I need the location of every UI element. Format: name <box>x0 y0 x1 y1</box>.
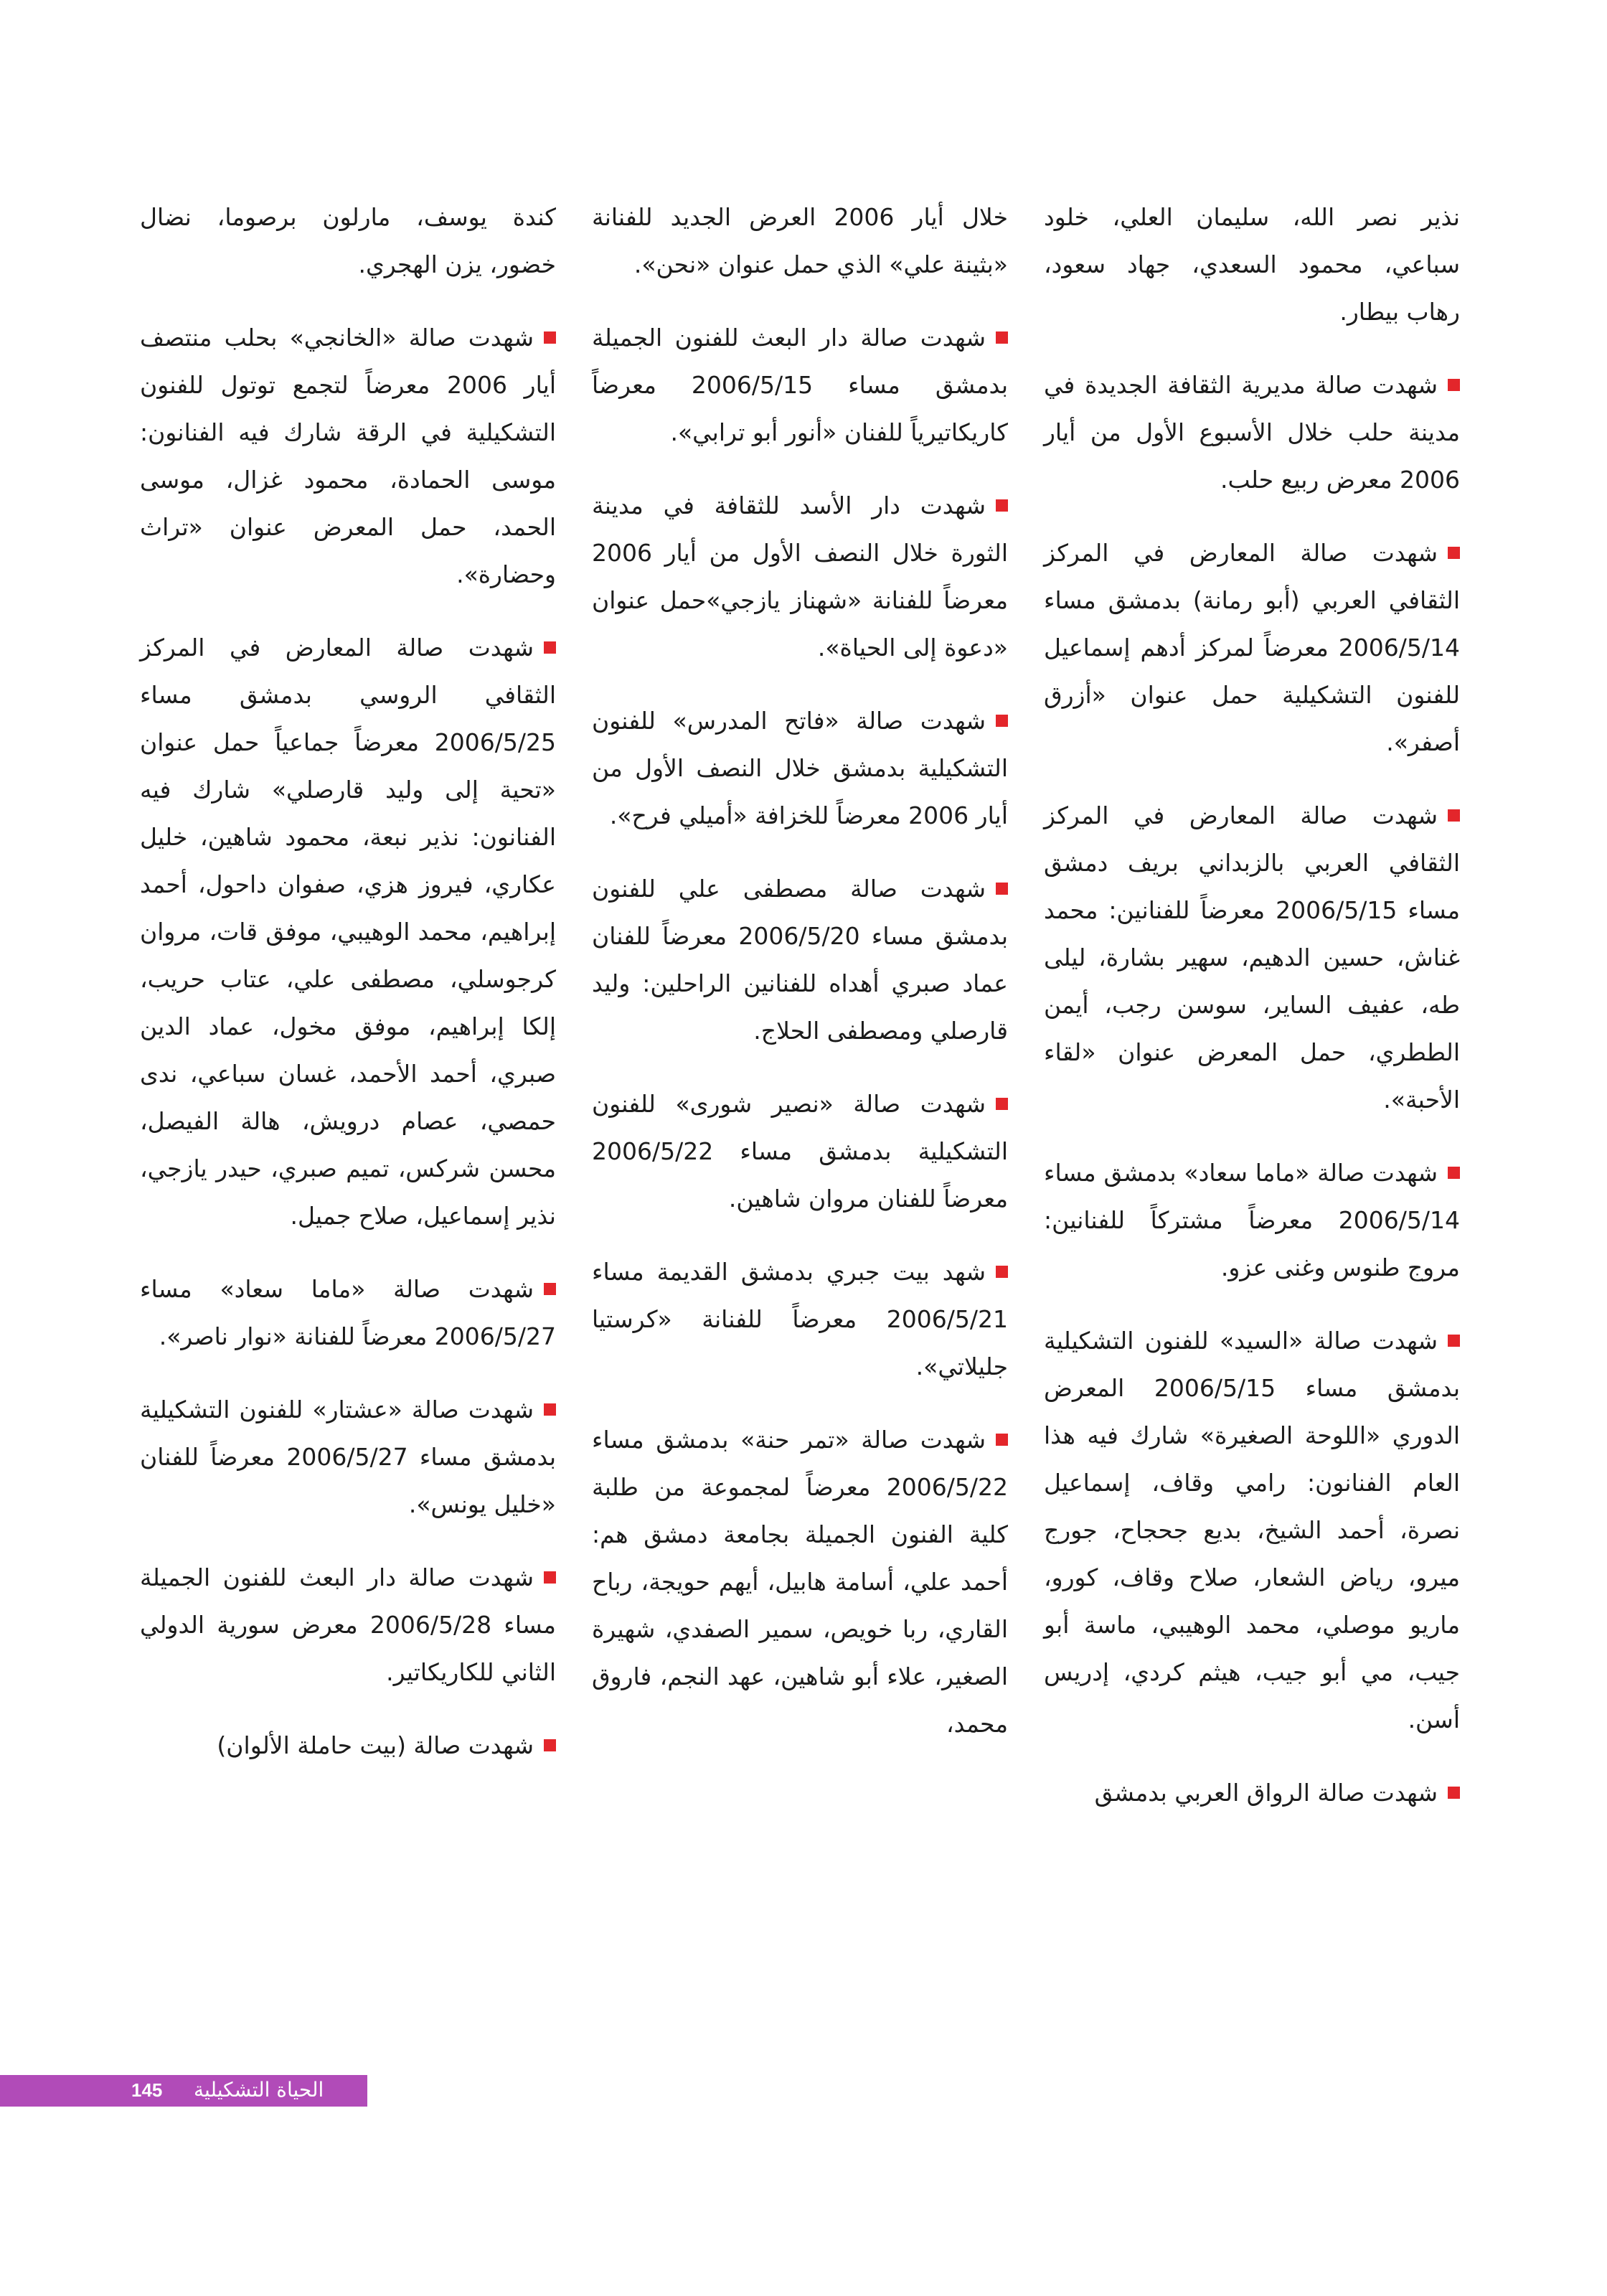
bullet-square-icon <box>1448 379 1460 391</box>
news-item: شهدت صالة المعارض في المركز الثقافي الروسي بدمشق مساء 2006/5/25 معرضاً جماعياً حمل عنوان «تحية إلى وليد قارصلي» شارك فيه الفنانون: نذير نبعة، محمود شاهين، خليل عكاري، فيروز هزي، صفوان داحول، أحمد إبراهيم، محمد الوهيبي، موفق قات، مروان كرجوسلي، مصطفى علي، عتاب حريب، إلكا إبراهيم، موفق مخول، عماد الدين صبري، أحمد الأحمد، غسان سباعي، ندى حمصي، عصام درويش، هالة الفيصل، محسن شركس، تميم صبري، حيدر يازجي، نذير إسماعيل، صلاح جميل. <box>140 634 556 1230</box>
news-item: شهدت صالة دار البعث للفنون الجميلة بدمشق مساء 2006/5/15 معرضاً كاريكاتيرياً للفنان «أنور أبو ترابي». <box>592 324 1008 446</box>
news-item: شهدت صالة «ماما سعاد» بدمشق مساء 2006/5/14 معرضاً مشتركاً للفنانين: مروج طنوس وغنى عزو. <box>1044 1159 1460 1281</box>
bullet-square-icon <box>1448 1787 1460 1799</box>
article-column-middle <box>592 194 1008 1774</box>
news-item: شهدت صالة «الخانجي» بحلب منتصف أيار 2006 معرضاً لتجمع توتول للفنون التشكيلية في الرقة شارك فيه الفنانون: موسى الحمادة، محمود غزال، موسى الحمد، حمل المعرض عنوان «تراث وحضارة». <box>140 324 556 588</box>
bullet-square-icon <box>996 1434 1008 1446</box>
bullet-square-icon <box>996 331 1008 344</box>
news-item: شهدت صالة «عشتار» للفنون التشكيلية بدمشق مساء 2006/5/27 معرضاً للفنان «خليل يونس». <box>140 1396 556 1518</box>
bullet-square-icon <box>544 1403 556 1416</box>
news-item: شهدت دار الأسد للثقافة في مدينة الثورة خلال النصف الأول من أيار 2006 معرضاً للفنانة «شهناز يازجي»حمل عنوان «دعوة إلى الحياة». <box>592 491 1008 662</box>
bullet-square-icon <box>996 1266 1008 1278</box>
paragraph-continuation: نذير نصر الله، سليمان العلي، خلود سباعي، محمود السعدي، جهاد سعود، رهاب بيطار. <box>1044 203 1460 326</box>
paragraph-continuation: كندة يوسف، مارلون برصوما، نضال خضور، يزن الهجري. <box>140 203 556 278</box>
bullet-square-icon <box>544 331 556 344</box>
bullet-square-icon <box>996 499 1008 512</box>
bullet-square-icon <box>544 641 556 654</box>
bullet-square-icon <box>1448 1335 1460 1347</box>
article-column-left <box>140 194 556 1795</box>
news-item: شهدت صالة المعارض في المركز الثقافي العربي بالزبداني بريف دمشق مساء 2006/5/15 معرضاً للفنانين: محمد غناش، حسين الدهيم، سهير بشارة، ليلى طه، عفيف الساير، سوسن رجب، أيمن الططري، حمل المعرض عنوان «لقاء الأحبة». <box>1044 801 1461 1114</box>
news-item: شهد بيت جبري بدمشق القديمة مساء 2006/5/21 معرضاً للفنانة «كرستيا جليلاتي». <box>592 1258 1008 1380</box>
news-item: شهدت صالة مصطفى علي للفنون بدمشق مساء 2006/5/20 معرضاً للفنان عماد صبري أهداه للفنانين الراحلين: وليد قارصلي ومصطفى الحلاج. <box>592 875 1008 1045</box>
bullet-square-icon <box>996 715 1008 727</box>
bullet-square-icon <box>996 883 1008 895</box>
news-item: شهدت صالة «السيد» للفنون التشكيلية بدمشق مساء 2006/5/15 المعرض الدوري «اللوحة الصغيرة» شارك فيه هذا العام الفنانون: رامي وقاف، إسماعيل نصرة، أحمد الشيخ، بديع جحجاح، جورج ميرو، رياض الشعار، صلاح وقاف، كورو، ماريو موصلي، محمد الوهيبي، ماسة أبو جيب، مي أبو جيب، هيثم كردي، إدريس أسن. <box>1044 1327 1460 1733</box>
bullet-square-icon <box>544 1739 556 1751</box>
bullet-square-icon <box>1448 809 1460 822</box>
news-item: شهدت صالة مديرية الثقافة الجديدة في مدينة حلب خلال الأسبوع الأول من أيار 2006 معرض ربيع حلب. <box>1044 371 1460 494</box>
magazine-title: الحياة التشكيلية <box>194 2078 324 2102</box>
bullet-square-icon <box>1448 547 1460 559</box>
bullet-square-icon <box>544 1283 556 1295</box>
news-item: شهدت صالة دار البعث للفنون الجميلة مساء 2006/5/28 معرض سورية الدولي الثاني للكاريكاتير. <box>140 1563 556 1686</box>
news-item: شهدت صالة (بيت حاملة الألوان) <box>140 1722 556 1769</box>
bullet-square-icon <box>544 1571 556 1584</box>
news-item: شهدت صالة المعارض في المركز الثقافي العربي (أبو رمانة) بدمشق مساء 2006/5/14 معرضاً لمركز أدهم إسماعيل للفنون التشكيلية حمل عنوان «أزرق أصفر». <box>1044 539 1460 756</box>
news-item: شهدت صالة «نصير شورى» للفنون التشكيلية بدمشق مساء 2006/5/22 معرضاً للفنان مروان شاهين. <box>592 1090 1008 1213</box>
page-number: 145 <box>131 2079 163 2101</box>
bullet-square-icon <box>1448 1167 1460 1179</box>
news-item: شهدت صالة «فاتح المدرس» للفنون التشكيلية بدمشق خلال النصف الأول من أيار 2006 معرضاً للخزافة «أميلي فرح». <box>592 707 1008 829</box>
news-item: شهدت صالة الرواق العربي بدمشق <box>1044 1769 1460 1817</box>
news-item: شهدت صالة «ماما سعاد» مساء 2006/5/27 معرضاً للفنانة «نوار ناصر». <box>140 1275 556 1350</box>
news-item: شهدت صالة «تمر حنة» بدمشق مساء 2006/5/22 معرضاً لمجموعة من طلبة كلية الفنون الجميلة بجامعة دمشق هم: أحمد علي، أسامة هابيل، أيهم حويجة، رباح القاري، ربا خويص، سمير الصفدي، شهيرة الصغير، علاء أبو شاهين، عهد النجم، فاروق محمد، <box>592 1426 1008 1738</box>
article-column-right <box>1044 194 1460 1843</box>
bullet-square-icon <box>996 1098 1008 1110</box>
paragraph-continuation: خلال أيار 2006 العرض الجديد للفنانة «بثينة علي» الذي حمل عنوان «نحن». <box>592 203 1009 278</box>
